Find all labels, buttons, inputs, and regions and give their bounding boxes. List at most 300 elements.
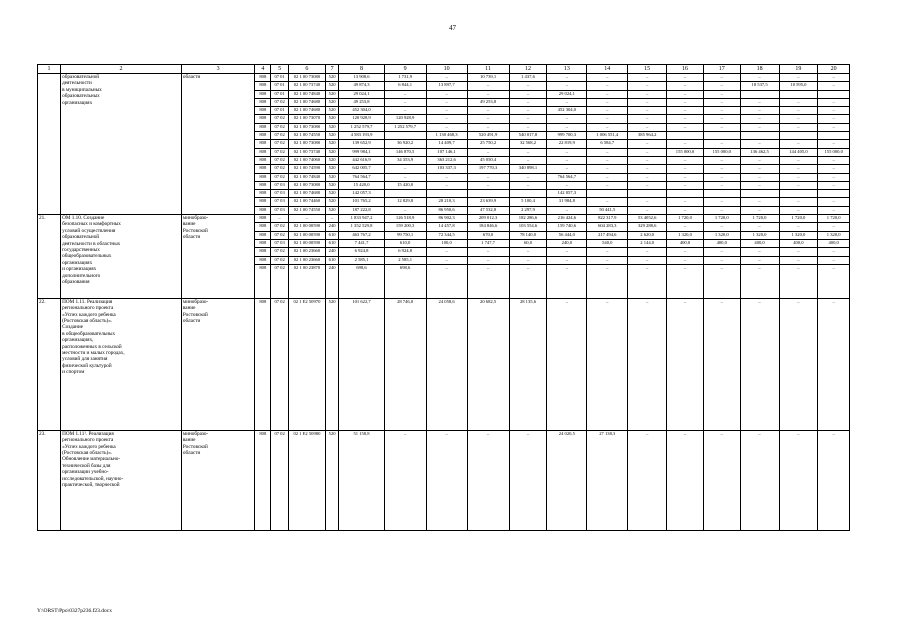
cell-value: 1 252 579,7 — [384, 123, 426, 131]
cell-value: 07 02 — [271, 156, 289, 164]
cell-value: – — [547, 181, 587, 189]
cell-value: 142 057,3 — [547, 190, 587, 198]
cell-value — [779, 190, 818, 198]
cell-value: 34 353,9 — [384, 156, 426, 164]
table-row — [38, 215, 850, 223]
cell-value — [740, 132, 779, 140]
cell-value: – — [426, 90, 467, 98]
cell-value: 07 03 — [271, 239, 289, 247]
cell-value: 808 — [255, 90, 271, 98]
cell-value: – — [703, 74, 740, 82]
cell-value: – — [384, 165, 426, 173]
cell-value: 07 02 — [271, 223, 289, 231]
cell-value: – — [703, 298, 740, 430]
cell-value: – — [818, 264, 850, 298]
cell-value: 808 — [255, 239, 271, 247]
column-header: 4 — [255, 65, 271, 74]
cell-value: – — [384, 173, 426, 181]
cell-value: – — [509, 430, 547, 530]
cell-value: – — [384, 206, 426, 214]
cell-value: 808 — [255, 298, 271, 430]
cell-value: – — [587, 82, 628, 90]
cell-value: 520 — [325, 148, 339, 156]
cell-value: – — [740, 107, 779, 115]
cell-value: – — [779, 107, 818, 115]
cell-value: 56 444,0 — [547, 231, 587, 239]
cell-value: 02 1 00 00590 — [289, 223, 326, 231]
column-header: 19 — [779, 65, 818, 74]
cell-value: – — [740, 74, 779, 82]
cell-value: – — [384, 98, 426, 106]
cell-value: – — [628, 198, 667, 206]
cell-value: 07 02 — [271, 123, 289, 131]
cell-value: – — [667, 98, 704, 106]
cell-value: – — [426, 173, 467, 181]
cell-value: 86 950,6 — [426, 206, 467, 214]
row-number — [38, 74, 61, 215]
cell-value: 520 — [325, 430, 339, 530]
cell-value: 6 924,8 — [384, 248, 426, 256]
cell-value: 136 462,5 — [740, 148, 779, 156]
measure-name: ПОМ 1.11¹. Реализация регионального проекта «Успех каждого ребенка (Ростовская область)». Обновление материально- технической базы для организации учебно- исследовательской, научно- практической, творческой — [61, 430, 182, 530]
cell-value: 02 1 00 73080 — [289, 74, 326, 82]
cell-value: – — [667, 140, 704, 148]
cell-value: 1 747,7 — [467, 239, 509, 247]
cell-value: – — [547, 264, 587, 298]
cell-value: 02 1 00 00590 — [289, 239, 326, 247]
cell-value: – — [740, 115, 779, 123]
column-header: 1 — [38, 65, 61, 74]
cell-value: – — [818, 430, 850, 530]
cell-value: – — [740, 140, 779, 148]
cell-value: – — [740, 256, 779, 264]
cell-value — [628, 190, 667, 198]
cell-value: – — [628, 206, 667, 214]
cell-value: 808 — [255, 181, 271, 189]
cell-value: – — [779, 248, 818, 256]
cell-value: – — [587, 181, 628, 189]
cell-value: 02 1 00 73080 — [289, 123, 326, 131]
cell-value: – — [426, 248, 467, 256]
cell-value: – — [547, 206, 587, 214]
cell-value: 808 — [255, 206, 271, 214]
cell-value: 999 700,3 — [547, 132, 587, 140]
cell-value: 02 1 00 74460 — [289, 198, 326, 206]
cell-value: – — [818, 256, 850, 264]
cell-value: 02 1 00 73080 — [289, 181, 326, 189]
cell-value: – — [587, 107, 628, 115]
cell-value: 02 1 00 74550 — [289, 206, 326, 214]
cell-value: – — [509, 156, 547, 164]
column-header: 6 — [289, 65, 326, 74]
cell-value: 808 — [255, 74, 271, 82]
cell-value: 28 135,6 — [509, 298, 547, 430]
cell-value: – — [703, 198, 740, 206]
table-body — [38, 74, 850, 531]
cell-value: – — [740, 248, 779, 256]
cell-value: 02 1 00 74680 — [289, 107, 326, 115]
cell-value: – — [667, 165, 704, 173]
cell-value: 103 337,3 — [426, 165, 467, 173]
cell-value: – — [740, 98, 779, 106]
cell-value: 25 750,2 — [467, 140, 509, 148]
cell-value: 452 304,0 — [339, 107, 384, 115]
cell-value — [703, 190, 740, 198]
cell-value — [818, 190, 850, 198]
cell-value: 1 352 529,8 — [339, 223, 384, 231]
cell-value: 07 02 — [271, 298, 289, 430]
cell-value: – — [325, 215, 339, 223]
cell-value: – — [509, 123, 547, 131]
cell-value: – — [587, 165, 628, 173]
cell-value: 142 057,3 — [339, 190, 384, 198]
cell-value: – — [703, 107, 740, 115]
cell-value: 520 — [325, 107, 339, 115]
cell-value: 120 928,9 — [384, 115, 426, 123]
cell-value: 808 — [255, 115, 271, 123]
cell-value: 1 320,0 — [667, 231, 704, 239]
cell-value: 139 652,9 — [339, 140, 384, 148]
cell-value: 520 — [325, 190, 339, 198]
cell-value: 808 — [255, 256, 271, 264]
cell-value: 15 420,0 — [339, 181, 384, 189]
cell-value: 159 200,3 — [384, 223, 426, 231]
cell-value: – — [467, 181, 509, 189]
cell-value: 442 616,9 — [339, 156, 384, 164]
cell-value: – — [467, 256, 509, 264]
cell-value: – — [667, 264, 704, 298]
cell-value: 329 288,6 — [628, 223, 667, 231]
cell-value: 808 — [255, 148, 271, 156]
row-number: 23. — [38, 430, 61, 530]
cell-value: – — [703, 256, 740, 264]
cell-value: – — [426, 256, 467, 264]
cell-value: – — [628, 107, 667, 115]
cell-value: – — [703, 206, 740, 214]
cell-value: 32 568,2 — [509, 140, 547, 148]
cell-value: – — [818, 165, 850, 173]
cell-value: 159 740,6 — [547, 223, 587, 231]
cell-value: – — [587, 248, 628, 256]
cell-value: – — [818, 156, 850, 164]
cell-value: 808 — [255, 156, 271, 164]
cell-value: 520 — [325, 90, 339, 98]
cell-value: 51 158,8 — [339, 430, 384, 530]
cell-value: 808 — [255, 107, 271, 115]
cell-value: 698,6 — [384, 264, 426, 298]
cell-value: 36 920,2 — [384, 140, 426, 148]
cell-value — [667, 132, 704, 140]
cell-value: – — [779, 181, 818, 189]
cell-value: 808 — [255, 248, 271, 256]
cell-value: – — [587, 148, 628, 156]
cell-value: 1 320,0 — [740, 231, 779, 239]
cell-value: 101 622,7 — [339, 298, 384, 430]
cell-value: 216 424,6 — [547, 215, 587, 223]
cell-value: 107 146,1 — [426, 148, 467, 156]
cell-value: 07 02 — [271, 430, 289, 530]
cell-value: – — [547, 165, 587, 173]
cell-value: 2 585,1 — [339, 256, 384, 264]
table-row — [38, 74, 850, 82]
cell-value: – — [509, 248, 547, 256]
cell-value: – — [667, 82, 704, 90]
column-header: 5 — [271, 65, 289, 74]
cell-value: – — [587, 198, 628, 206]
cell-value: 103 554,6 — [509, 223, 547, 231]
cell-value: – — [587, 298, 628, 430]
measure-name: ОМ 1.10. Создание безопасных и комфортных условий осуществления образовательной деятельности в областных государственных общеобразовательных организациях и организациях дополнительного образования — [61, 215, 182, 299]
cell-value: – — [818, 206, 850, 214]
cell-value — [509, 190, 547, 198]
cell-value: – — [628, 140, 667, 148]
cell-value: – — [547, 256, 587, 264]
cell-value: – — [667, 123, 704, 131]
cell-value — [740, 190, 779, 198]
cell-value: 100,0 — [426, 239, 467, 247]
cell-value: 808 — [255, 223, 271, 231]
cell-value: 02 1 00 74840 — [289, 90, 326, 98]
cell-value: 1 320,0 — [818, 231, 850, 239]
cell-value: 07 01 — [271, 82, 289, 90]
cell-value: – — [509, 90, 547, 98]
cell-value: – — [667, 256, 704, 264]
cell-value: 463 767,2 — [339, 231, 384, 239]
cell-value: 1 720,0 — [779, 215, 818, 223]
cell-value: – — [818, 115, 850, 123]
cell-value: 340 898,1 — [509, 165, 547, 173]
cell-value: 698,6 — [339, 264, 384, 298]
cell-value: 2 585,1 — [384, 256, 426, 264]
column-header: 8 — [339, 65, 384, 74]
cell-value: 02 1 00 73070 — [289, 115, 326, 123]
cell-value: – — [426, 115, 467, 123]
cell-value: – — [509, 148, 547, 156]
budget-table — [37, 64, 850, 531]
cell-value: – — [779, 298, 818, 430]
cell-value: 520 — [325, 198, 339, 206]
cell-value: 31 984,8 — [547, 198, 587, 206]
cell-value: 808 — [255, 190, 271, 198]
cell-value: 400,0 — [779, 239, 818, 247]
cell-value: 02 1 00 23870 — [289, 264, 326, 298]
cell-value: – — [467, 248, 509, 256]
cell-value: – — [818, 223, 850, 231]
measure-name: образовательной деятельности в муниципальных образовательных организациях — [61, 74, 182, 215]
cell-value: – — [547, 115, 587, 123]
cell-value: 670,0 — [467, 231, 509, 239]
cell-value: 197 770,3 — [467, 165, 509, 173]
cell-value: 400,0 — [818, 239, 850, 247]
cell-value: 29 024,1 — [339, 90, 384, 98]
cell-value: – — [703, 156, 740, 164]
cell-value: 1 720,0 — [667, 215, 704, 223]
cell-value — [818, 132, 850, 140]
cell-value: 15 420,0 — [384, 181, 426, 189]
cell-value: 520 — [325, 181, 339, 189]
cell-value: 520 — [325, 165, 339, 173]
cell-value: – — [628, 90, 667, 98]
cell-value: 400,0 — [667, 239, 704, 247]
cell-value: – — [467, 123, 509, 131]
column-header: 7 — [325, 65, 339, 74]
cell-value: 1 437,6 — [509, 74, 547, 82]
cell-value: 47 532,8 — [467, 206, 509, 214]
cell-value: – — [426, 74, 467, 82]
cell-value: 520 491,9 — [467, 132, 509, 140]
cell-value: 520 — [325, 156, 339, 164]
cell-value: 10 595,0 — [779, 82, 818, 90]
cell-value: – — [628, 248, 667, 256]
cell-value: 520 — [325, 82, 339, 90]
row-number: 22. — [38, 298, 61, 430]
cell-value: – — [740, 156, 779, 164]
cell-value: 02 1 00 73740 — [289, 148, 326, 156]
cell-value: 540 017,8 — [509, 132, 547, 140]
cell-value: – — [509, 98, 547, 106]
cell-value: 02 1 00 74060 — [289, 156, 326, 164]
cell-value: – — [628, 264, 667, 298]
cell-value: 808 — [255, 215, 271, 223]
cell-value: – — [667, 115, 704, 123]
cell-value: 02 1 00 23660 — [289, 248, 326, 256]
cell-value: 808 — [255, 430, 271, 530]
cell-value: 1 320,0 — [703, 231, 740, 239]
cell-value: 808 — [255, 173, 271, 181]
cell-value: 642 005,7 — [339, 165, 384, 173]
column-header: 14 — [587, 65, 628, 74]
cell-value: – — [818, 298, 850, 430]
cell-value: 07 02 — [271, 248, 289, 256]
cell-value: – — [740, 298, 779, 430]
cell-value: 02 1 00 74550 — [289, 132, 326, 140]
cell-value: 217 494,6 — [587, 231, 628, 239]
cell-value: – — [779, 264, 818, 298]
cell-value: 24 020,5 — [547, 430, 587, 530]
cell-value: 6 844,1 — [384, 82, 426, 90]
cell-value: – — [509, 115, 547, 123]
cell-value: – — [740, 264, 779, 298]
cell-value: – — [384, 107, 426, 115]
cell-value: – — [779, 173, 818, 181]
cell-value: – — [779, 198, 818, 206]
cell-value: 604 283,3 — [587, 223, 628, 231]
cell-value: – — [467, 430, 509, 530]
cell-value: – — [703, 115, 740, 123]
cell-value: – — [426, 430, 467, 530]
cell-value: – — [740, 173, 779, 181]
cell-value: 60,0 — [509, 239, 547, 247]
cell-value: 49 253,8 — [467, 98, 509, 106]
cell-value: – — [667, 223, 704, 231]
cell-value — [779, 90, 818, 98]
cell-value: – — [628, 173, 667, 181]
cell-value: – — [779, 156, 818, 164]
cell-value: – — [818, 82, 850, 90]
cell-value: 610 — [325, 231, 339, 239]
column-header: 3 — [181, 65, 255, 74]
cell-value: 155 000,0 — [818, 148, 850, 156]
cell-value: 07 02 — [271, 98, 289, 106]
cell-value: 14 409,7 — [426, 140, 467, 148]
cell-value: 20 682,5 — [467, 298, 509, 430]
cell-value: – — [467, 148, 509, 156]
cell-value: – — [628, 98, 667, 106]
cell-value: 520 — [325, 98, 339, 106]
cell-value: – — [667, 248, 704, 256]
cell-value: 808 — [255, 98, 271, 106]
cell-value: – — [703, 140, 740, 148]
column-header: 20 — [818, 65, 850, 74]
cell-value: 02 1 00 00590 — [289, 231, 326, 239]
cell-value: 1 731,9 — [384, 74, 426, 82]
cell-value: – — [628, 181, 667, 189]
cell-value: 5 100,4 — [509, 198, 547, 206]
cell-value: 28 746,0 — [384, 298, 426, 430]
cell-value: – — [818, 181, 850, 189]
cell-value: 101 765,2 — [339, 198, 384, 206]
cell-value: 808 — [255, 198, 271, 206]
cell-value: 78 140,0 — [509, 231, 547, 239]
cell-value: 28 210,3 — [426, 198, 467, 206]
cell-value: 240 — [325, 248, 339, 256]
cell-value: 385 964,2 — [628, 132, 667, 140]
cell-value: 02 1 00 73080 — [289, 140, 326, 148]
cell-value: – — [779, 206, 818, 214]
cell-value: – — [818, 198, 850, 206]
cell-value: – — [628, 298, 667, 430]
cell-value: 240 — [325, 264, 339, 298]
cell-value: – — [587, 74, 628, 82]
cell-value: 14 457,8 — [426, 223, 467, 231]
cell-value: – — [667, 173, 704, 181]
cell-value: – — [547, 156, 587, 164]
column-header: 12 — [509, 65, 547, 74]
cell-value: 999 984,1 — [339, 148, 384, 156]
cell-value: 10 739,1 — [467, 74, 509, 82]
cell-value: – — [740, 181, 779, 189]
cell-value: 1 006 551,4 — [587, 132, 628, 140]
cell-value — [426, 190, 467, 198]
column-header: 13 — [547, 65, 587, 74]
cell-value: 187 222,8 — [339, 206, 384, 214]
cell-value: – — [467, 107, 509, 115]
cell-value: 184 846,6 — [467, 223, 509, 231]
cell-value: 520 — [325, 298, 339, 430]
executor: минобразо- вание Ростовской области — [181, 298, 255, 430]
cell-value: 07 01 — [271, 90, 289, 98]
cell-value: – — [587, 98, 628, 106]
cell-value: 808 — [255, 82, 271, 90]
cell-value: – — [667, 90, 704, 98]
cell-value: – — [509, 82, 547, 90]
cell-value: 07 02 — [271, 256, 289, 264]
column-header: 17 — [703, 65, 740, 74]
cell-value: – — [740, 123, 779, 131]
cell-value: 1 833 947,2 — [339, 215, 384, 223]
cell-value: 1 720,0 — [703, 215, 740, 223]
cell-value: 2 620,0 — [628, 231, 667, 239]
cell-value: 07 03 — [271, 190, 289, 198]
cell-value: – — [547, 123, 587, 131]
cell-value: 07 02 — [271, 173, 289, 181]
cell-value: – — [587, 256, 628, 264]
cell-value: – — [667, 107, 704, 115]
cell-value: 764 564,7 — [547, 173, 587, 181]
cell-value: – — [467, 264, 509, 298]
cell-value — [740, 90, 779, 98]
cell-value: 23 639,9 — [467, 198, 509, 206]
